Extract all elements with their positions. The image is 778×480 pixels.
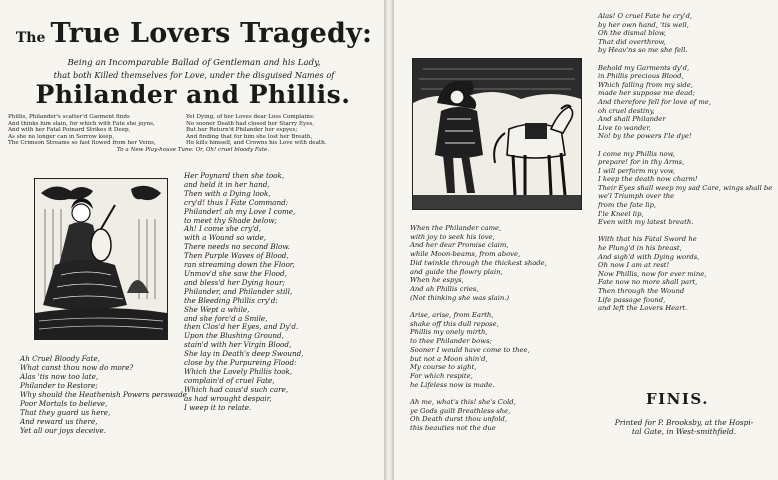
verse-line: this beauties not the due [410, 424, 496, 433]
verse-line: Alas! O cruel Fate he cry'd, [598, 12, 693, 20]
verse-line: the Bleeding Phillis cry'd: [184, 295, 278, 305]
verse-line: What canst thou now do more? [20, 363, 134, 372]
verse-line: And her dear Promise claim, [410, 241, 509, 250]
argument-right-column [186, 114, 376, 147]
argument-line: And with her Fatal Poinard Strikes it Deep, [8, 127, 131, 134]
verse-line: cry'd! thus I Fate Command: [184, 197, 289, 207]
verse-line: Ah me, what's this! she's Cold, [410, 398, 516, 407]
verse-line: (Not thinking she was slain.) [410, 293, 510, 302]
page-gutter [384, 0, 394, 480]
verse-line: then Clos'd her Eyes, and Dy'd. [184, 322, 299, 332]
verse-line: And sigh'd with Dying words, [598, 252, 700, 261]
verse-line: Which had caus'd such care, [184, 384, 289, 394]
woodcut-lady-with-lute [34, 178, 168, 340]
verse-line: by her own hand, 'tis well, [598, 20, 689, 29]
verse-line: Sooner I would have come to thee, [410, 345, 530, 354]
verse-line: There needs no second Blow. [184, 242, 290, 252]
verse-line: Unmov'd she saw the Flood, [184, 268, 287, 278]
verse-line: Yet all our joys deceive. [20, 426, 107, 435]
verse-line: For which respite, [410, 371, 473, 380]
verse-line: Philander to Restore; [20, 381, 98, 390]
stanzas-left-column [184, 172, 304, 412]
verse-line: Why should the Heathenish Powers perswade [20, 390, 187, 399]
verse-line: When he espys, [410, 276, 464, 285]
woodcut-illustration [35, 179, 167, 339]
verse-line: Phillis my onely mirth, [410, 328, 488, 337]
verse-line: from the fate lip, [598, 201, 657, 210]
verse-line: Live to wander, [598, 123, 651, 132]
woodcut-gentleman-with-horse [412, 58, 582, 210]
verse-line: Life passage found, [598, 295, 666, 304]
argument-line: And thinks him slain, for which with Fate she joyns, [8, 120, 155, 127]
title-main: True Lovers Tragedy: [50, 18, 373, 49]
stanzas-right-column [598, 12, 772, 313]
verse-line: stain'd with her Virgin Blood, [184, 340, 292, 350]
stanza-left-bottom [20, 354, 187, 435]
verse-line: with joy to seek his love, [410, 232, 495, 241]
verse-line: Philander, and Philander still, [184, 286, 293, 296]
verse-line: we'l Triumph over the [598, 192, 675, 201]
imprint-line: tal Gate, in West-smithfield. [631, 427, 737, 437]
verse-line: Poor Mortals to believe, [20, 399, 108, 408]
verse-line: Ah Cruel Bloody Fate, [20, 354, 100, 363]
verse-line: Their Eyes shall weep my sad Care, wings shall be [598, 183, 773, 192]
argument-line: No sooner Death had closed her Starry Eyes, [186, 120, 315, 127]
verse-line: Then Purple Waves of Blood, [184, 251, 289, 261]
verse-line: Then through the Wound [598, 287, 685, 295]
verse-line: he Plung'd in his breast, [598, 244, 682, 253]
printer-imprint [594, 418, 774, 437]
argument-line: Phillis, Philander's scatter'd Garment finds [8, 114, 130, 120]
verse-line: oh cruel destiny, [598, 106, 655, 115]
verse-line: Which falling from my side, [598, 80, 693, 89]
verse-line: Alas 'tis now too late, [20, 372, 99, 381]
argument-line: The Crimson Streams so fast flowed from her Veins, [8, 140, 156, 147]
argument-left-column [8, 114, 178, 147]
verse-line: And shall Philander [598, 115, 666, 124]
verse-line: Did twinkle through the thickest shade, [410, 258, 547, 267]
disguised-names: Philander and Phillis. [35, 80, 351, 109]
tune-note-wrap [8, 147, 378, 154]
verse-line: prepare! for in thy Arms, [598, 158, 685, 167]
verse-line: When the Philander came, [410, 224, 502, 232]
verse-line: complain'd of cruel Fate, [184, 375, 275, 385]
verse-line: and left the Lovers Heart. [598, 304, 688, 313]
verse-line: I keep the death now charm! [598, 175, 698, 184]
finis-label: FINIS. [646, 390, 709, 408]
verse-line: and bless'd her Dying hour; [184, 277, 285, 287]
left-page [0, 0, 384, 480]
verse-line: And therefore fell for love of me, [598, 97, 711, 106]
verse-line: and guide the flowry plain, [410, 267, 503, 276]
verse-line: No! by the powers I'le dye! [598, 132, 692, 141]
verse-line: ye Gods guilt Breathless she, [410, 406, 511, 415]
argument-line: But her Return'd Philander her espyes; [186, 127, 298, 134]
imprint-line: Printed for P. Brooksby, at the Hospi- [614, 418, 754, 427]
verse-line: to thee Philander bows; [410, 337, 492, 346]
verse-line [598, 227, 772, 236]
verse-line: She lay in Death's deep Swound, [184, 349, 304, 359]
verse-line [598, 55, 772, 64]
verse-line: Behold my Garments dy'd, [598, 63, 690, 72]
verse-line: Upon the Blushing Ground, [184, 331, 284, 341]
argument-line: He kills himself, and Crowns his Love with death. [186, 140, 327, 147]
verse-line: in Phillis precious Blood, [598, 72, 684, 81]
verse-line: Arise, arise, from Earth, [410, 311, 494, 320]
verse-line: while Moon-beams, from above, [410, 250, 521, 259]
verse-line: Which the Lovely Phillis took, [184, 366, 293, 376]
stanzas-right-lower [410, 224, 547, 433]
verse-line: Fate now no more shall part, [598, 278, 698, 287]
verse-line: And ah Phillis cries, [410, 284, 479, 293]
argument-line: As she no longer can in Sorrow keep, [8, 133, 114, 140]
verse-line: shake off this dull repose, [410, 319, 499, 328]
verse-line: and she forc'd a Smile, [184, 313, 268, 323]
verse-line: Ah! I come she cry'd, [184, 224, 262, 234]
verse-line: That did overthrow, [598, 37, 666, 46]
argument-line: Yet Dying, of her Loves dear Loss Complains: [186, 114, 315, 120]
verse-line: And reward us there, [20, 417, 98, 426]
verse-line: Oh now I am at rest! [598, 261, 670, 270]
title-prefix: The [15, 30, 46, 46]
verse-line: I'le Kneel lip, [598, 209, 644, 218]
ballad-title [6, 18, 382, 49]
verse-line: with a Wound so wide, [184, 233, 267, 243]
subtitle-line-2: that both Killed themselves for Love, under the disguised Names of [53, 70, 335, 80]
verse-line: ran streaming down the Floor, [184, 260, 295, 270]
verse-line: I weep it to relate. [184, 402, 252, 412]
verse-line [410, 302, 547, 311]
verse-line: by Heav'ns so me she fell. [598, 46, 688, 55]
verse-line: close by the Purpureing Flood: [184, 358, 297, 368]
woodcut-illustration [413, 59, 581, 209]
verse-line [598, 141, 772, 150]
argument-line: And finding that for him she lost her Breath, [186, 133, 313, 140]
verse-line: Philander! ah my Love I come, [184, 206, 296, 216]
verse-line: Then with a Dying look, [184, 188, 271, 198]
verse-line: I come my Phillis now, [598, 149, 675, 158]
verse-line: Oh the dismal blow, [598, 29, 667, 38]
verse-line: to meet thy Shade below; [184, 215, 277, 225]
verse-line: That they guard us here, [20, 408, 111, 417]
verse-line: but not a Moon shin'd, [410, 354, 488, 363]
verse-line: as had wrought despair, [184, 393, 272, 403]
verse-line: Oh Death durst thou unfold, [410, 415, 508, 424]
subtitle-line-1: Being an Incomparable Ballad of Gentleman and his Lady, [67, 58, 321, 68]
verse-line: She Wept a while, [184, 304, 250, 314]
verse-line: Now Phillis, now for ever mine, [598, 269, 707, 278]
verse-line: Even with my latest breath. [598, 218, 694, 227]
verse-line: and held it in her hand, [184, 179, 270, 189]
tune-note: To a New Play-house Tune: Or, Oh! cruel bloody Fate. [116, 147, 270, 153]
verse-line: With that his Fatal Sword he [598, 235, 697, 244]
verse-line: made her suppose me dead; [598, 89, 695, 98]
verse-line [410, 389, 547, 398]
verse-line: My course to sight, [410, 363, 477, 372]
verse-line: Her Poynard then she took, [184, 171, 285, 180]
verse-line: I will perform my vow, [598, 166, 675, 175]
verse-line: he Lifeless now is made. [410, 380, 495, 389]
